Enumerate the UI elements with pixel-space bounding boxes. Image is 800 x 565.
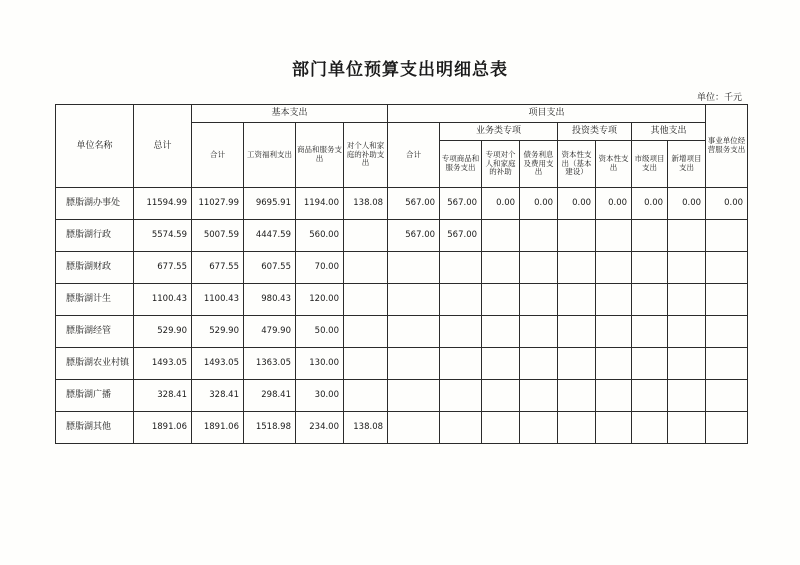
cell-empty: [344, 220, 388, 252]
cell-empty: [668, 220, 706, 252]
cell-empty: [482, 220, 520, 252]
unit-note: 单位：千元: [696, 93, 742, 103]
cell-empty: [596, 348, 632, 380]
cell-empty: [344, 284, 388, 316]
header-new-project: 新增项目支出: [668, 141, 706, 188]
table-row: [56, 380, 748, 412]
header-capital: 资本性支出: [596, 141, 632, 188]
budget-table-container: [55, 104, 747, 444]
cell-empty: [440, 348, 482, 380]
header-subgroup-investment: 投资类专项: [558, 123, 632, 141]
cell-empty: [668, 252, 706, 284]
row-unit-name: 膘脂湖广播: [56, 380, 134, 412]
cell-value: 567.00: [440, 220, 482, 252]
cell-value: 0.00: [668, 188, 706, 220]
cell-empty: [596, 220, 632, 252]
cell-empty: [558, 316, 596, 348]
cell-value: 607.55: [244, 252, 296, 284]
header-grand-total: 总计: [134, 105, 192, 188]
row-unit-name: 膘脂湖财政: [56, 252, 134, 284]
cell-empty: [706, 348, 748, 380]
row-unit-name: 膘脂湖其他: [56, 412, 134, 444]
cell-empty: [558, 220, 596, 252]
cell-empty: [558, 412, 596, 444]
cell-empty: [668, 380, 706, 412]
cell-value: 1194.00: [296, 188, 344, 220]
cell-value: 567.00: [388, 188, 440, 220]
cell-empty: [596, 412, 632, 444]
cell-empty: [668, 348, 706, 380]
cell-value: 529.90: [192, 316, 244, 348]
cell-value: 5007.59: [192, 220, 244, 252]
header-salary-welfare: 工资福利支出: [244, 123, 296, 188]
cell-value: 11594.99: [134, 188, 192, 220]
cell-empty: [344, 316, 388, 348]
header-capital-basic: 资本性支出（基本建设）: [558, 141, 596, 188]
cell-value: 9695.91: [244, 188, 296, 220]
cell-empty: [668, 316, 706, 348]
cell-empty: [520, 220, 558, 252]
cell-empty: [596, 380, 632, 412]
table-row: [56, 220, 748, 252]
cell-value: 0.00: [706, 188, 748, 220]
header-basic-total: 合计: [192, 123, 244, 188]
cell-empty: [440, 380, 482, 412]
budget-table: [55, 104, 748, 444]
cell-empty: [558, 252, 596, 284]
cell-value: 30.00: [296, 380, 344, 412]
cell-empty: [440, 316, 482, 348]
cell-value: 567.00: [440, 188, 482, 220]
cell-value: 0.00: [558, 188, 596, 220]
cell-empty: [632, 252, 668, 284]
cell-value: 1493.05: [192, 348, 244, 380]
cell-value: 567.00: [388, 220, 440, 252]
table-row: [56, 316, 748, 348]
cell-value: 0.00: [632, 188, 668, 220]
cell-value: 138.08: [344, 188, 388, 220]
cell-empty: [596, 252, 632, 284]
cell-value: 0.00: [482, 188, 520, 220]
cell-value: 328.41: [134, 380, 192, 412]
cell-value: 5574.59: [134, 220, 192, 252]
cell-value: 677.55: [192, 252, 244, 284]
page-title: 部门单位预算支出明细总表: [292, 60, 508, 80]
header-public-institution-operating: 事业单位经营服务支出: [706, 105, 748, 188]
row-unit-name: 膘脂湖行政: [56, 220, 134, 252]
cell-empty: [388, 348, 440, 380]
cell-value: 130.00: [296, 348, 344, 380]
cell-value: 11027.99: [192, 188, 244, 220]
cell-value: 1100.43: [134, 284, 192, 316]
header-special-goods-services: 专项商品和服务支出: [440, 141, 482, 188]
header-group-basic: 基本支出: [192, 105, 388, 123]
cell-empty: [344, 348, 388, 380]
table-row: [56, 412, 748, 444]
table-row: [56, 348, 748, 380]
cell-empty: [558, 284, 596, 316]
header-unit-name: 单位名称: [56, 105, 134, 188]
cell-value: 1891.06: [192, 412, 244, 444]
cell-empty: [388, 316, 440, 348]
cell-empty: [440, 412, 482, 444]
cell-value: 120.00: [296, 284, 344, 316]
cell-empty: [596, 316, 632, 348]
cell-value: 138.08: [344, 412, 388, 444]
cell-value: 1100.43: [192, 284, 244, 316]
cell-value: 677.55: [134, 252, 192, 284]
header-row-1: [56, 105, 748, 123]
cell-empty: [482, 252, 520, 284]
row-unit-name: 膘脂湖计生: [56, 284, 134, 316]
cell-empty: [668, 284, 706, 316]
cell-empty: [706, 252, 748, 284]
cell-value: 234.00: [296, 412, 344, 444]
table-row: [56, 252, 748, 284]
cell-value: 298.41: [244, 380, 296, 412]
cell-empty: [632, 220, 668, 252]
header-personal-family-subsidy: 对个人和家庭的补助支出: [344, 123, 388, 188]
cell-empty: [482, 380, 520, 412]
cell-empty: [440, 252, 482, 284]
header-subgroup-other: 其他支出: [632, 123, 706, 141]
table-header: [56, 105, 748, 188]
cell-empty: [706, 220, 748, 252]
cell-empty: [596, 284, 632, 316]
cell-empty: [520, 316, 558, 348]
cell-value: 0.00: [520, 188, 558, 220]
header-debt-interest: 债务利息及费用支出: [520, 141, 558, 188]
row-unit-name: 膘脂湖办事处: [56, 188, 134, 220]
cell-value: 1518.98: [244, 412, 296, 444]
row-unit-name: 膘脂湖农业村镇: [56, 348, 134, 380]
header-subgroup-business: 业务类专项: [440, 123, 558, 141]
cell-value: 50.00: [296, 316, 344, 348]
table-body: [56, 188, 748, 444]
cell-empty: [632, 348, 668, 380]
cell-empty: [388, 380, 440, 412]
cell-empty: [706, 380, 748, 412]
cell-value: 1891.06: [134, 412, 192, 444]
cell-empty: [706, 316, 748, 348]
cell-empty: [482, 284, 520, 316]
cell-empty: [520, 348, 558, 380]
cell-empty: [344, 252, 388, 284]
cell-value: 1363.05: [244, 348, 296, 380]
cell-empty: [520, 252, 558, 284]
table-row: [56, 284, 748, 316]
header-goods-services: 商品和服务支出: [296, 123, 344, 188]
header-project-total: 合计: [388, 123, 440, 188]
header-special-personal-family-subsidy: 专项对个人和家庭的补助: [482, 141, 520, 188]
cell-empty: [482, 412, 520, 444]
cell-empty: [388, 252, 440, 284]
cell-empty: [706, 412, 748, 444]
cell-value: 980.43: [244, 284, 296, 316]
cell-value: 1493.05: [134, 348, 192, 380]
cell-empty: [632, 412, 668, 444]
cell-empty: [706, 284, 748, 316]
cell-empty: [668, 412, 706, 444]
header-city-project: 市级项目支出: [632, 141, 668, 188]
cell-value: 0.00: [596, 188, 632, 220]
cell-empty: [388, 284, 440, 316]
cell-value: 70.00: [296, 252, 344, 284]
cell-empty: [632, 284, 668, 316]
cell-empty: [520, 380, 558, 412]
cell-value: 560.00: [296, 220, 344, 252]
cell-value: 4447.59: [244, 220, 296, 252]
cell-empty: [344, 380, 388, 412]
cell-empty: [632, 316, 668, 348]
cell-value: 479.90: [244, 316, 296, 348]
cell-empty: [482, 348, 520, 380]
header-group-project: 项目支出: [388, 105, 706, 123]
cell-value: 328.41: [192, 380, 244, 412]
row-unit-name: 膘脂湖经管: [56, 316, 134, 348]
cell-empty: [482, 316, 520, 348]
cell-value: 529.90: [134, 316, 192, 348]
cell-empty: [388, 412, 440, 444]
cell-empty: [558, 348, 596, 380]
cell-empty: [440, 284, 482, 316]
table-row: [56, 188, 748, 220]
cell-empty: [520, 284, 558, 316]
cell-empty: [632, 380, 668, 412]
cell-empty: [558, 380, 596, 412]
cell-empty: [520, 412, 558, 444]
